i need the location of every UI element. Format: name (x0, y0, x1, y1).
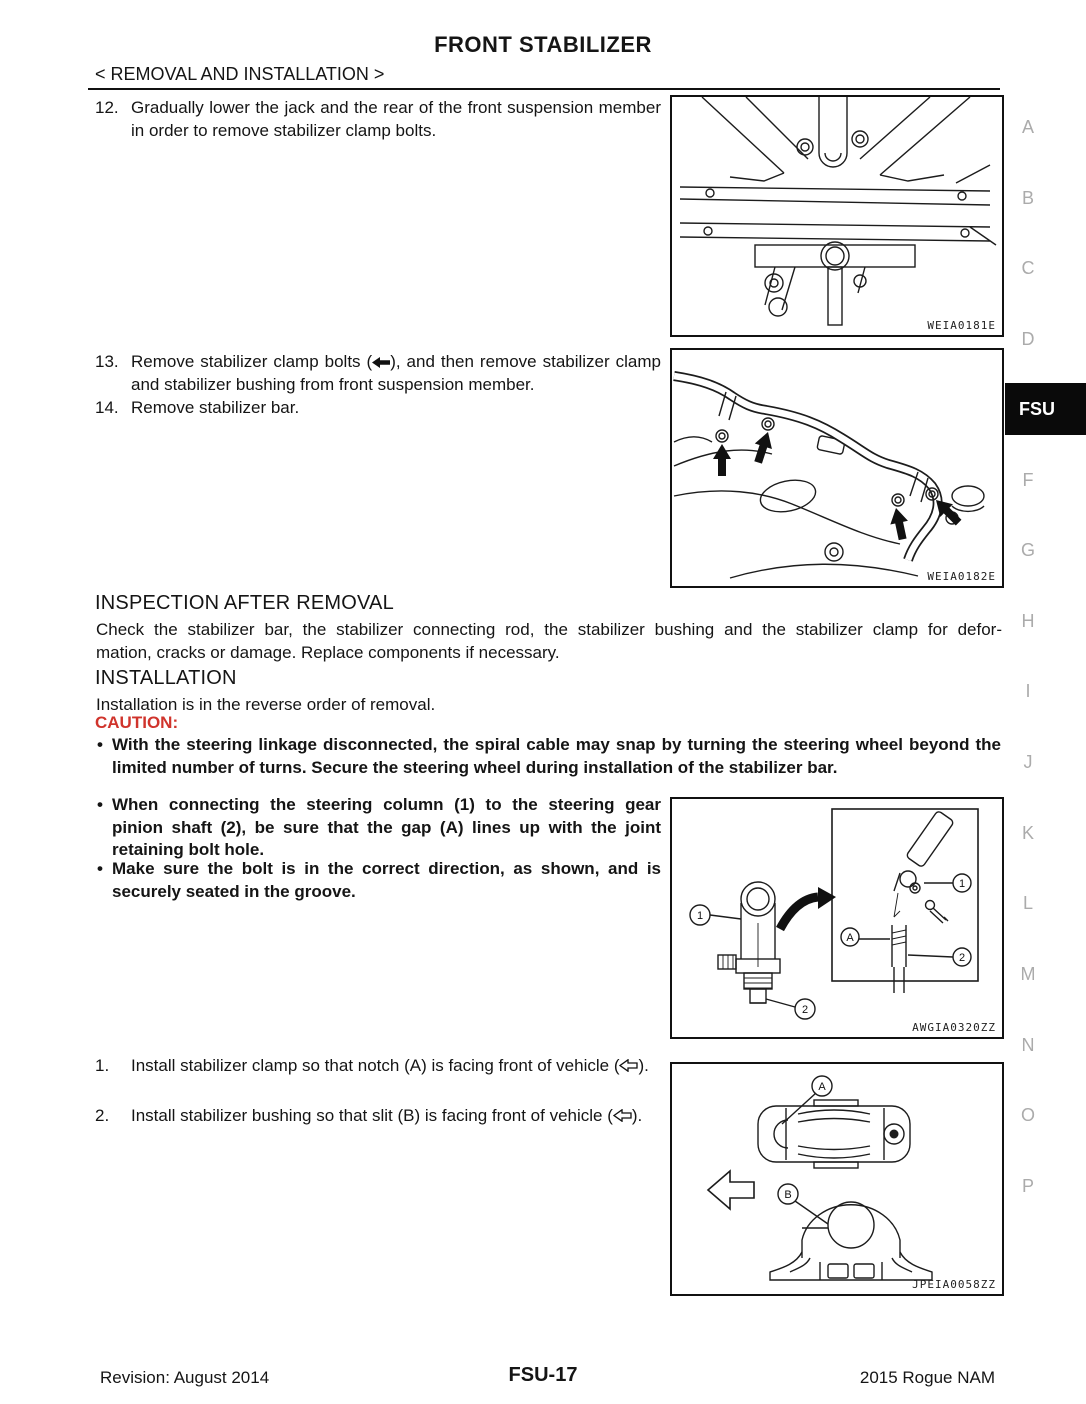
step-text (131, 350, 661, 396)
sidebar-letter-g: G (1020, 540, 1035, 560)
caution-bullet-2: • When connecting the steering column (1) to the steering gear pinion shaft (2), be sure that the gap (A) lines up with the joint retaining bolt hole. (95, 794, 661, 862)
caution-bullet-3: • Make sure the bolt is in the correct direction, as shown, and is securely seated in the groove. (95, 858, 661, 903)
breadcrumb: < REMOVAL AND INSTALLATION > (95, 64, 385, 84)
step-text-after: ), and then remove stabilizer clamp and stabilizer bushing from front suspension member. (131, 352, 661, 394)
label-1: 1 (696, 910, 704, 922)
label-b: B (784, 1189, 792, 1201)
label-2: 2 (801, 1004, 809, 1016)
clamp-bushing-illustration (672, 1064, 998, 1290)
sidebar-letter-o: O (1020, 1105, 1035, 1125)
sidebar-letter-d: D (1021, 329, 1035, 349)
footer-revision: Revision: August 2014 (100, 1368, 270, 1387)
sidebar-letter-p: P (1021, 1176, 1034, 1196)
removal-step-14 (95, 396, 661, 419)
step-text-before: Install stabilizer clamp so that notch (A) is facing front of vehicle ( (131, 1056, 620, 1075)
step-text (131, 1104, 665, 1127)
figure-caption: AWGIA0320ZZ (912, 1021, 996, 1034)
figure-clamp-bushing (670, 1062, 1004, 1296)
step-text: Remove stabilizer bar. (131, 398, 300, 417)
inspection-body (96, 618, 1002, 664)
label-a: A (818, 1081, 826, 1093)
footer-page-code: FSU-17 (508, 1364, 578, 1386)
sidebar-letter-a: A (1021, 117, 1034, 137)
page-title: FRONT STABILIZER (434, 32, 652, 57)
removal-step-12 (95, 96, 661, 142)
step-number: 1. (95, 1056, 110, 1075)
install-step-2 (95, 1104, 665, 1127)
sidebar-letter-n: N (1021, 1035, 1035, 1055)
caution-label: CAUTION: (95, 713, 179, 732)
sidebar-letter-k: K (1021, 823, 1034, 843)
caution-bullet-1: • With the steering linkage disconnected, the spiral cable may snap by turning the steering wheel beyond the limited number of turns. Secure the steering wheel during installation of the stabilizer bar. (95, 734, 1001, 779)
footer-model: 2015 Rogue NAM (859, 1368, 995, 1387)
label-1b: 1 (958, 878, 966, 890)
inspection-body-line1: Check the stabilizer bar, the stabilizer connecting rod, the stabilizer bushing and the stabilizer clamp for defor- (96, 620, 1002, 639)
curved-arrow-icon (780, 897, 818, 929)
step-number: 12. (95, 98, 119, 117)
step-number: 14. (95, 398, 119, 417)
figure-caption: WEIA0181E (927, 319, 996, 332)
figure-caption: WEIA0182E (927, 570, 996, 583)
step-number: 2. (95, 1106, 110, 1125)
install-step-1 (95, 1054, 665, 1077)
removal-step-13 (95, 350, 661, 396)
step-text-before: Remove stabilizer clamp bolts ( (131, 352, 373, 371)
sidebar-letter-h: H (1021, 611, 1035, 631)
steering-column-illustration (672, 799, 998, 1033)
step-number: 13. (95, 352, 119, 371)
inspection-heading: INSPECTION AFTER REMOVAL (95, 592, 394, 614)
sidebar-letter-c: C (1021, 258, 1035, 278)
sidebar-letter-f: F (1022, 470, 1034, 490)
step-text: Gradually lower the jack and the rear of the front suspension member in order to remove stabilizer clamp bolts. (131, 98, 661, 140)
outline-left-arrow-icon (619, 1059, 638, 1072)
solid-left-arrow-icon (372, 357, 390, 368)
sidebar-active-tab-fsu: FSU (1005, 383, 1086, 435)
step-text (131, 1054, 665, 1077)
jack-lowering-illustration (672, 97, 998, 331)
outline-left-arrow-icon (613, 1109, 632, 1122)
header-divider (88, 88, 1000, 90)
step-text-after: ). (638, 1056, 649, 1075)
sidebar-letter-i: I (1025, 681, 1031, 701)
inspection-body-line2: mation, cracks or damage. Replace components if necessary. (96, 643, 560, 662)
step-text-after: ). (631, 1106, 643, 1125)
sidebar-letter-l: L (1022, 893, 1033, 913)
figure-caption: JPEIA0058ZZ (912, 1278, 996, 1291)
step-text-before: Install stabilizer bushing so that slit (B) is facing front of vehicle ( (131, 1106, 613, 1125)
installation-heading: INSTALLATION (95, 667, 237, 689)
sidebar-letter-b: B (1021, 188, 1034, 208)
label-a: A (846, 932, 854, 944)
clamp-bolts-illustration (672, 350, 998, 582)
sidebar-letter-j: J (1023, 752, 1033, 772)
installation-intro: Installation is in the reverse order of removal. (96, 695, 436, 714)
label-2b: 2 (958, 952, 966, 964)
figure-jack-lowering (670, 95, 1004, 337)
figure-clamp-bolts (670, 348, 1004, 588)
sidebar-letter-m: M (1020, 964, 1036, 984)
figure-steering-column (670, 797, 1004, 1039)
